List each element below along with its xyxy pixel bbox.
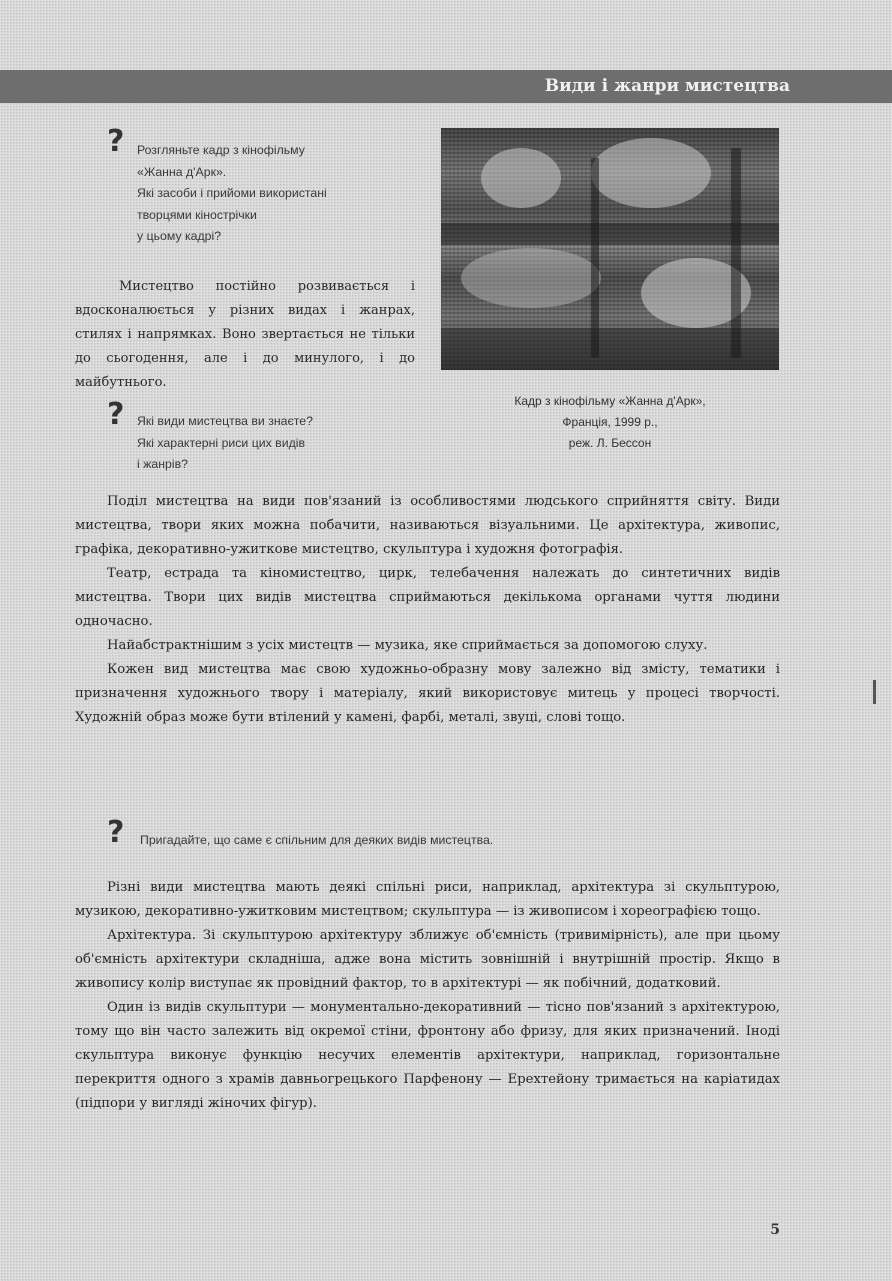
question-mark-icon: ? <box>107 815 125 850</box>
paragraph: Поділ мистецтва на види пов'язаний із особливостями людського сприйняття світу. Види мистецтва, твори яких можна побачити, називаються візуальними. Це архітектура, живопис, графіка, декоративно-ужиткове мистецтво, скульптура і художня фотографія. <box>75 494 780 557</box>
paragraph: Архітектура. Зі скульптурою архітектуру зближує об'ємність (тривимірність), але при цьому об'ємність архітектури складніша, адже вона містить зовнішній і внутрішній простір. Якщо в живопису колір виступає як провідний фактор, то в архітектурі — як побічний, додатковий. <box>75 928 780 991</box>
caption-line: Франція, 1999 р., <box>562 415 658 429</box>
question-1 <box>137 140 427 248</box>
question-1-line: у цьому кадрі? <box>137 229 222 243</box>
paragraph: Різні види мистецтва мають деякі спільні риси, наприклад, архітектура зі скульптурою, музикою, декоративно-ужитковим мистецтвом; скульптура — із живописом і хореографією тощо. <box>75 880 780 919</box>
caption-line: Кадр з кінофільму «Жанна д'Арк», <box>514 394 706 408</box>
question-mark-icon: ? <box>107 397 125 432</box>
question-1-line: «Жанна д'Арк». <box>137 164 227 179</box>
header-title: Види і жанри мистецтва <box>544 76 790 96</box>
paragraph: Кожен вид мистецтва має свою художньо-образну мову залежно від змісту, тематики і призначення художнього твору і матеріалу, який використовує митець у процесі творчості. Художній образ може бути втілений у камені, фарбі, металі, звуці, слові тощо. <box>75 662 780 725</box>
paragraph: Найабстрактнішим з усіх мистецтв — музика, яке сприймається за допомогою слуху. <box>107 638 708 653</box>
question-2-line: Які види мистецтва ви знаєте? <box>137 414 313 428</box>
question-mark-icon: ? <box>107 124 125 159</box>
question-1-line: Розгляньте кадр з кінофільму <box>137 143 305 157</box>
caption-line: реж. Л. Бессон <box>568 436 652 450</box>
question-1-line: Які засоби і прийоми використані <box>137 186 327 200</box>
header-bar <box>0 70 892 103</box>
question-2 <box>137 411 427 476</box>
intro-paragraph <box>75 275 415 395</box>
question-3-text: Пригадайте, що саме є спільним для деяких видів мистецтва. <box>140 833 494 847</box>
intro-paragraph-text: Мистецтво постійно розвивається і вдосконалюється у різних видах і жанрах, стилях і напрямках. Воно звертається не тільки до сьогодення, але і до минулого, і до майбутнього. <box>75 279 415 390</box>
paragraph: Один із видів скульптури — монументально-декоративний — тісно пов'язаний з архітектурою, тому що він часто залежить від окремої стіни, фронтону або фризу, для яких призначений. Іноді скульптура виконує функцію несучих елементів архітектури, наприклад, горизонтальне перекриття одного з храмів давньогрецького Парфенону — Ерехтейону тримається на каріатидах (підпори у вигляді жіночих фігур). <box>75 1000 780 1111</box>
page-number: 5 <box>770 1222 780 1238</box>
main-text <box>75 490 780 730</box>
margin-mark <box>873 680 876 704</box>
question-1-line: творцями кінострічки <box>137 207 257 222</box>
question-3 <box>140 830 760 852</box>
photo-caption <box>441 391 779 454</box>
lower-text <box>75 876 780 1116</box>
film-still-photo <box>441 128 779 370</box>
question-2-line: Які характерні риси цих видів <box>137 435 306 450</box>
paragraph: Театр, естрада та кіномистецтво, цирк, телебачення належать до синтетичних видів мистецтва. Твори цих видів мистецтва сприймаються декількома органами чуття людини одночасно. <box>75 566 780 629</box>
question-2-line: і жанрів? <box>137 457 188 471</box>
